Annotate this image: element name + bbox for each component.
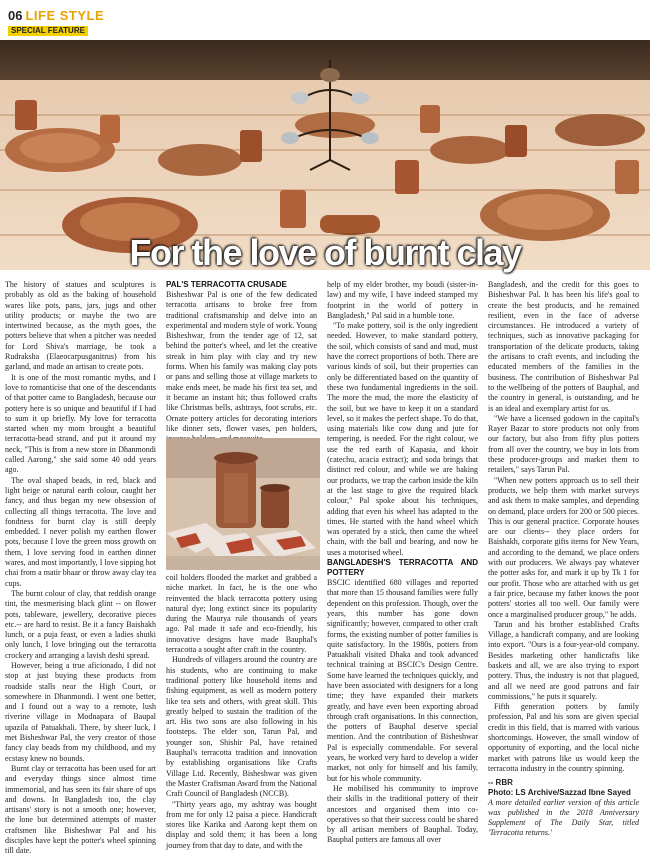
paragraph: "Thirty years ago, my ashtray was bought from me for only 12 paisa a piece. Handicraft stores like Karika and Aarong kept them on display and sold them; it has been a long journey from that day to date, and with the [166, 799, 317, 850]
paragraph: Burnt clay or terracotta has been used for art and everyday things since almost time immemorial, and has seen its fair share of ups and downs. In Bangladesh too, the clay artisans' story is not a smooth one; however, the lone but determined attempts of master craftsmen like Bisheshwar Pal and his disciples have kept the potter's wheel spinning till date. [5, 763, 156, 856]
paragraph: Tarun and his brother established Crafts Village, a handicraft company, and are looking into export. "Ours is a four-year-old company. Besides marketing other handicrafts like baskets and all, we are also trying to export pottery. Thus, the industry is not that plagued, and all we need are good patrons and fair commissions," he puts it squarely. [488, 619, 639, 701]
clay-pots-illustration [166, 438, 320, 570]
feature-tag: SPECIAL FEATURE [8, 26, 88, 36]
section-name: LIFE STYLE [25, 8, 105, 23]
paragraph: BSCIC identified 680 villages and reported that more than 15 thousand families were fully dependent on this profession. Though, over the years, this number has gone down significantly; however, compared to other craft forms, the existing number of potter families is quite satisfactory. In the 1980s, potters from Patuakhali visited Dhaka and took advanced technical training at BSCIC's Design Centre. Some have learned the techniques quickly, and have been associated with designers for a long time; they have expanded their markets greatly, and have even been exporting abroad through craft organisations. In this connection, the potters of Bauphal deserve special mention. And the contribution of Bisheshwar Pal is especially commendable. For several years, he worked very hard to develop a wider market, not only for himself and his family, but for his whole community. [327, 578, 478, 783]
column-1 [5, 280, 156, 856]
column-4 [488, 280, 639, 845]
paragraph: Hundreds of villagers around the country are his students, who are continuing to make traditional pottery like household items and fishing equipment, as well as modern pottery like tea sets and others, with great skill. This greatly helped to sustain the tradition of the art. His two sons are also following in his footsteps. The elder son, Tarun Pal, and younger son, Shishir Pal, have retained Bauphal's terracotta tradition and innovation by establishing organisations like Crafts Village Ltd. Recently, Bisheshwar was given the Master Craftsman Award from the National Craft Council of Bangladesh (NCCB). [166, 655, 317, 799]
paragraph: However, being a true aficionado, I did not stop at just buying these products from roadside stalls near the High Court, or somewhere in Dhanmondi. I went one better, and I found out a way to a remote, lush riverine village in Modnapara of Baupal upazila of Patuakhali. There, by sheer luck, I met Bisheshwar Pal, the very creator of those fancy clay beads from my childhood, and my ecstasy knew no bounds. [5, 660, 156, 763]
page-number: 06 [8, 8, 23, 23]
paragraph: The history of statues and sculptures is probably as old as the baking of household wares like pots, pans, jars, jugs and other utility products; or maybe the two are intertwined because, as the myth goes, the potters believe that when a pitcher was needed for Lord Shiva's marriage, he took a Rudraksha (Elaeocarpusganitrus) from his garland, and made an artisan to create pots. [5, 280, 156, 372]
column-2-bottom [166, 573, 317, 851]
paragraph: "When new potters approach us to sell their products, we help them with market surveys and ask them to make samples, and depending on demand, place orders for 200 or 500 pieces. This is our general practice. Corporate houses are our clients-- they place orders for Baishakh, corporate gifts items for New Years, and according to the demand, we place orders with our producers. We always pay whatever the potter asks for, and mark it up by Tk 1 for our profit. Those who are attached with us get a fair price, because my father knows the poor potters' stories all too well. Our family were once a marginalised producer group," he adds. [488, 475, 639, 619]
inset-photo [166, 438, 320, 570]
paragraph: Fifth generation potters by family profession, Pal and his sons are given special credit in this field, that is marred with various shortcomings. However, the small window of opportunity of exporting, and the local niche market with patrons like us would keep the terracotta industry in the country spinning. [488, 702, 639, 773]
paragraph: "To make pottery, soil is the only ingredient needed. However, to make standard pottery, the soil, which consists of sand and mud, must have the correct proportions of both. There are various kinds of soil, but their properties can only be differentiated based on the quantity of these two fundamental ingredients in the soil. The more the mud, the more the elasticity of the soil, but we have to keep it on a standard level, so it makes the perfect shape. To do that, using materials like cow dung and jute for tempering, is needed. For the right colour, we use the red earth of Kapasia, and khoir (catechu, acacia extract); and soda brings that distinct red colour, and while we are baking our products, we trap the carbon inside the kiln at the last stage to give the required black colour," Pal spoke about his techniques, adding that even his wheel has adapted to the times. He started with the hand wheel which was operated by a stick, then came the wheel chain, with the ball and bearing, and now he uses a motorised wheel. [327, 321, 478, 557]
paragraph: help of my elder brother, my boudi (sister-in-law) and my wife, I have indeed stamped my footprint in the world of pottery in Bangladesh," Pal said in a humble tone. [327, 280, 478, 320]
photo-credit: Photo: LS Archive/Sazzad Ibne Sayed [488, 788, 631, 798]
paragraph: Bisheshwar Pal is one of the few dedicated terracotta artisans to broke free from traditional craftsmanship and delve into an experimental and modern style of work. Young Bisheshwar, from the tender age of 12, sat behind the potter's wheel, and let the creative streak in him play with clay and try new forms. When his family was making clay pots or pans and selling those at village markets to make ends meet, he made his first tea set, and it became an instant hit; thus followed crafts like Christmas bells, ashtrays, foot scrubs, etc. Ornate pottery articles for decorating interiors like dinner sets, flower vases, pen holders, [166, 290, 317, 433]
paragraph: Bangladesh, and the credit for this goes to Bisheshwar Pal. It has been his life's goal to create the best products, and he remained resilient, even in the face of adverse circumstances. He introduced a variety of techniques, such as innovative packaging for transportation of the delicate products, taking the artisans to craft events, and including the educated members of the families in the business. The contribution of Bisheshwar Pal to the wellbeing of the potters of Bauphal, and the country in general, is outstanding, and he is an ideal and exemplary artist for us. [488, 280, 639, 413]
masthead [8, 8, 104, 24]
paragraph: The burnt colour of clay, that reddish orange tint, the mesmerising black glint -- on flower pots, tableware, jewellery, decorative pieces etc.-- are hard to resist. Be it a fancy Baishakh lunch, or a puja feast, or even a ladies shutki only lunch, I love bringing out the terracotta crockery and arranging a lavish deshi spread. [5, 588, 156, 660]
subheading: BANGLADESH'S TERRACOTTA AND POTTERY [327, 558, 478, 578]
paragraph: He mobilised his community to improve their skills in the traditional pottery of their ancestors and organised them into co-operatives so that their success could be shared by all artisan members of Bauphal. Today, Bauphal potters are famous all over [327, 783, 478, 845]
byline: -- RBR [488, 778, 513, 788]
paragraph: "We have a licensed godown in the capital's Rayer Bazar to store products not only from our factory, but also from fifty plus potters from all over the country, we buy in lots from these producer-groups and market them to retailers," says Tarun Pal. [488, 413, 639, 475]
publication-note: A more detailed earlier version of this article was published in the 2018 Anniversary Supplement of The Daily Star, titled 'Terracotta returns.' [488, 798, 639, 838]
column-2-top [166, 280, 317, 444]
headline: For the love of burnt clay [129, 232, 521, 273]
subheading: PAL'S TERRACOTTA CRUSADE [166, 280, 287, 289]
paragraph: coil holders flooded the market and grabbed a niche market. In fact, he is the one who reinvented the black terracotta pottery using natural dye; long extinct since its popularity during the Maurya rule thousands of years ago. Pal made it safe and eco-friendly, his innovative designs have made Bauphal's terracotta a sought after craft in the country. [166, 573, 317, 655]
column-3 [327, 280, 478, 845]
paragraph: It is one of the most romantic myths, and I love to romanticise that one of the descendants of that potter came to Bangladesh, because our pottery here is so unique and beautiful if I had to sum it up briefly. My love for terracotta started when my mom brought a beautiful terracotta-bead strand, and put it around my neck, "This is from a new store in Dhanmondi called Aarong," she said some 40 odd years ago. [5, 372, 156, 475]
paragraph: The oval shaped beads, in red, black and light beige or natural earth colour, caught her fancy, and thus began my new obsession of collecting all things terracotta. The love and fondness for burnt clay is still deeply embedded. I never polish my earthen flower pots, because I love the green moss growth on them, I love serving food in earthen dinner wares, and most importantly, I love sipping hot chai from a matir bhaar or throw away clay tea cups. [5, 475, 156, 588]
